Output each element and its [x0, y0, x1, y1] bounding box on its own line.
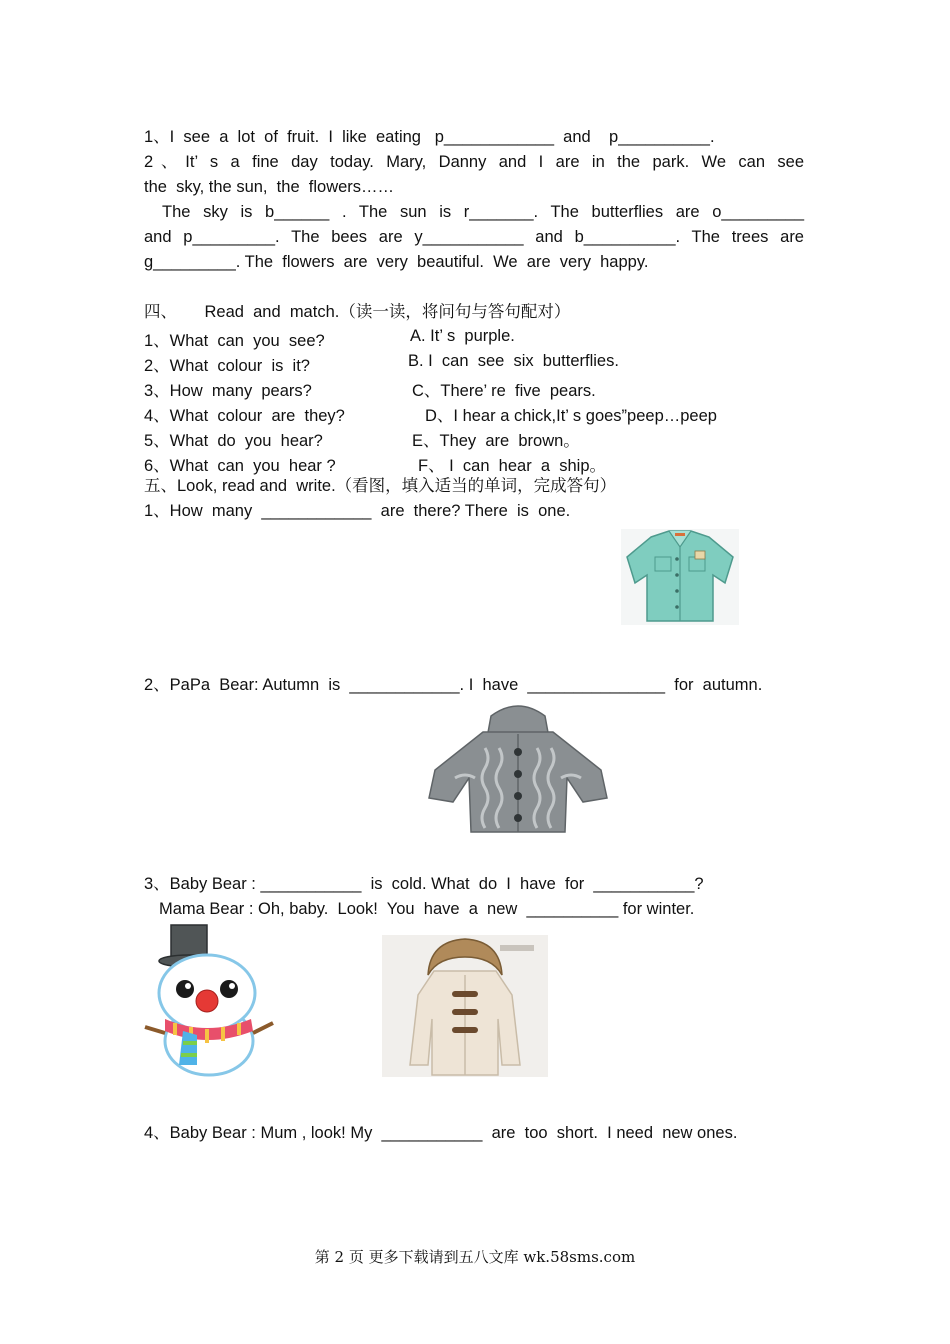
match-question-1: 1、What can you see? — [144, 332, 325, 350]
fill-line-6: g_________. The flowers are very beautiful. We are very happy. — [144, 253, 649, 271]
sweater-image — [425, 698, 611, 838]
match-question-2: 2、What colour is it? — [144, 357, 310, 375]
write-heading: 五、Look, read and write.（看图，填入适当的单词，完成答句） — [144, 477, 617, 495]
match-question-3: 3、How many pears? — [144, 382, 312, 400]
match-question-5: 5、What do you hear? — [144, 432, 323, 450]
match-answer-a: A. It’ s purple. — [410, 327, 515, 345]
write-question-1: 1、How many ____________ are there? There is one. — [144, 502, 571, 520]
fill-line-1: 1、I see a lot of fruit. I like eating p____________ and p__________. — [144, 128, 715, 146]
match-answer-b: B. I can see six butterflies. — [408, 352, 619, 370]
fill-line-4: The sky is b______ . The sun is r_______. The butterflies are o_________ — [162, 203, 804, 221]
fill-line-5: and p_________. The bees are y___________ and b__________. The trees are — [144, 228, 804, 246]
write-question-2: 2、PaPa Bear: Autumn is ____________. I have _______________ for autumn. — [144, 676, 763, 694]
match-answer-d: D、I hear a chick,It’ s goes”peep…peep — [425, 407, 717, 425]
coat-image — [382, 935, 548, 1077]
snowman-image — [143, 923, 275, 1077]
match-heading: 四、 Read and match.（读一读，将问句与答句配对） — [144, 303, 571, 321]
match-question-4: 4、What colour are they? — [144, 407, 345, 425]
snowman-nose — [196, 990, 218, 1012]
fill-line-3: the sky, the sun, the flowers…… — [144, 178, 395, 196]
write-question-3a: 3、Baby Bear : ___________ is cold. What do I have for ___________? — [144, 875, 704, 893]
shirt-image — [621, 529, 739, 625]
match-answer-f: F、 I can hear a ship。 — [418, 457, 606, 475]
write-question-4: 4、Baby Bear : Mum , look! My ___________ are too short. I need new ones. — [144, 1124, 738, 1142]
write-question-3b: Mama Bear : Oh, baby. Look! You have a new __________ for winter. — [159, 900, 695, 918]
match-answer-c: C、There’ re five pears. — [412, 382, 596, 400]
fill-line-2: 2、It’ s a fine day today. Mary, Danny and I are in the park. We can see — [144, 153, 804, 171]
match-answer-e: E、They are brown。 — [412, 432, 580, 450]
match-question-6: 6、What can you hear ? — [144, 457, 336, 475]
page-footer: 第 2 页 更多下载请到五八文库 wk.58sms.com — [314, 1248, 636, 1266]
